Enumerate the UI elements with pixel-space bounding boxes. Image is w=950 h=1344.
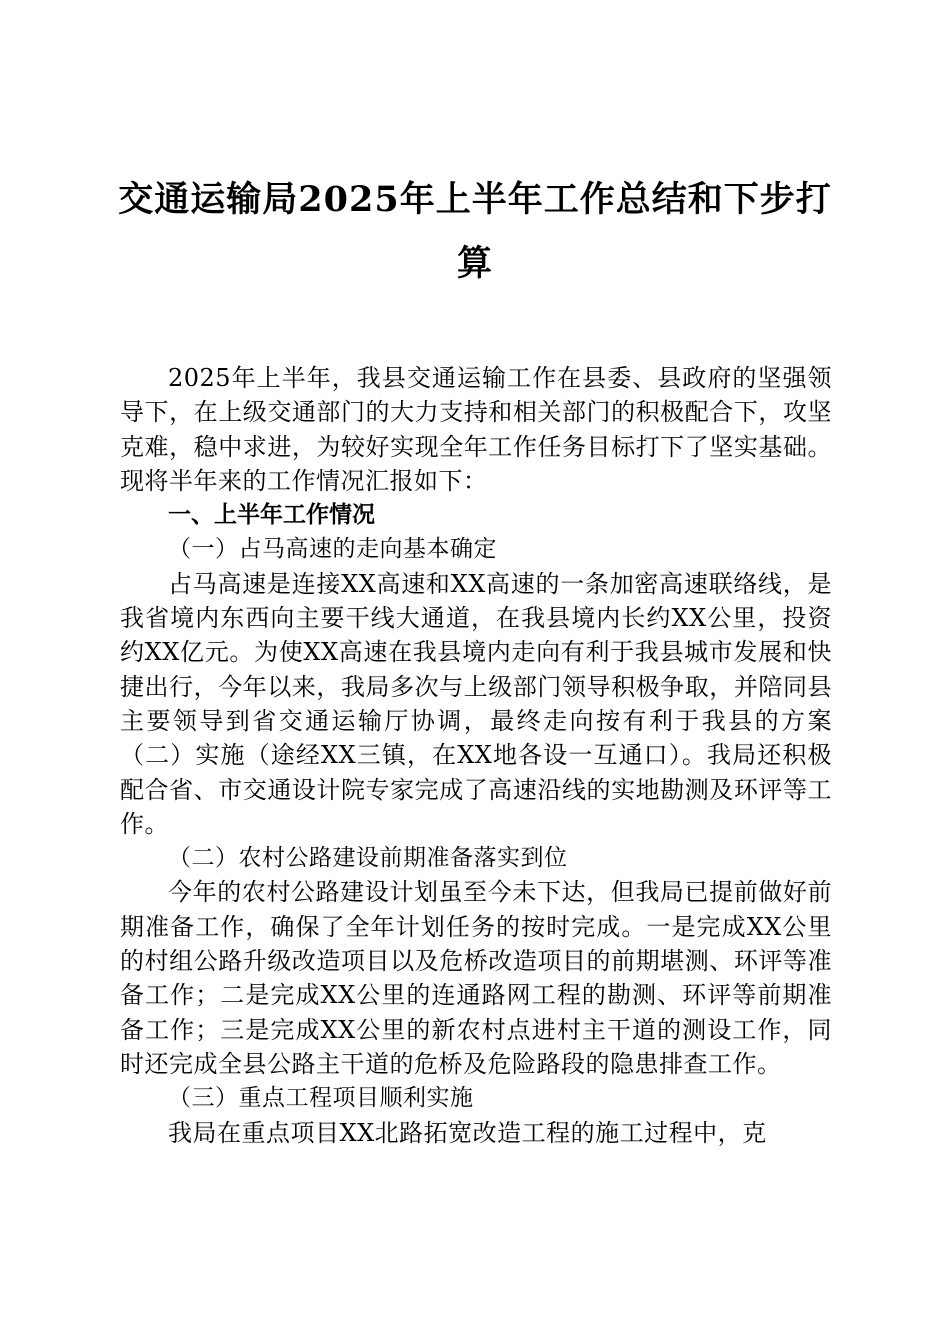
subsection-heading: （二）农村公路建设前期准备落实到位 <box>168 845 568 872</box>
subsection-heading: （一）占马高速的走向基本确定 <box>168 536 497 563</box>
intro-paragraph: 2025年上半年，我县交通运输工作在县委、县政府的坚强领导下，在上级交通部门的大力支持和相关部门的积极配合下，攻坚克难，稳中求进，为较好实现全年工作任务目标打下了坚实基础。现将半年来的工作情况汇报如下： <box>120 364 832 495</box>
document-body <box>120 361 832 1150</box>
subsection-paragraph: 今年的农村公路建设计划虽至今未下达，但我局已提前做好前期准备工作，确保了全年计划任务的按时完成。一是完成XX公里的村组公路升级改造项目以及危桥改造项目的前期堪测、环评等准备工作；二是完成XX公里的连通路网工程的勘测、环评等前期准备工作；三是完成XX公里的新农村点进村主干道的测设工作，同时还完成全县公路主干道的危桥及危险路段的隐患排查工作。 <box>120 878 832 1078</box>
subsection-paragraph: 我局在重点项目XX北路拓宽改造工程的施工过程中，克 <box>168 1118 767 1147</box>
subsection-paragraph: 占马高速是连接XX高速和XX高速的一条加密高速联络线，是我省境内东西向主要干线大通道，在我县境内长约XX公里，投资约XX亿元。为使XX高速在我县境内走向有利于我县城市发展和快捷出行，今年以来，我局多次与上级部门领导积极争取，并陪同县主要领导到省交通运输厅协调，最终走向按有利于我县的方案（二）实施（途经XX三镇，在XX地各设一互通口）。我局还积极配合省、市交通设计院专家完成了高速沿线的实地勘测及环评等工作。 <box>120 569 832 838</box>
subsection-heading: （三）重点工程项目顺利实施 <box>168 1085 474 1112</box>
document-title: 交通运输局2025年上半年工作总结和下步打算 <box>118 179 832 284</box>
section-heading: 一、上半年工作情况 <box>168 502 375 529</box>
